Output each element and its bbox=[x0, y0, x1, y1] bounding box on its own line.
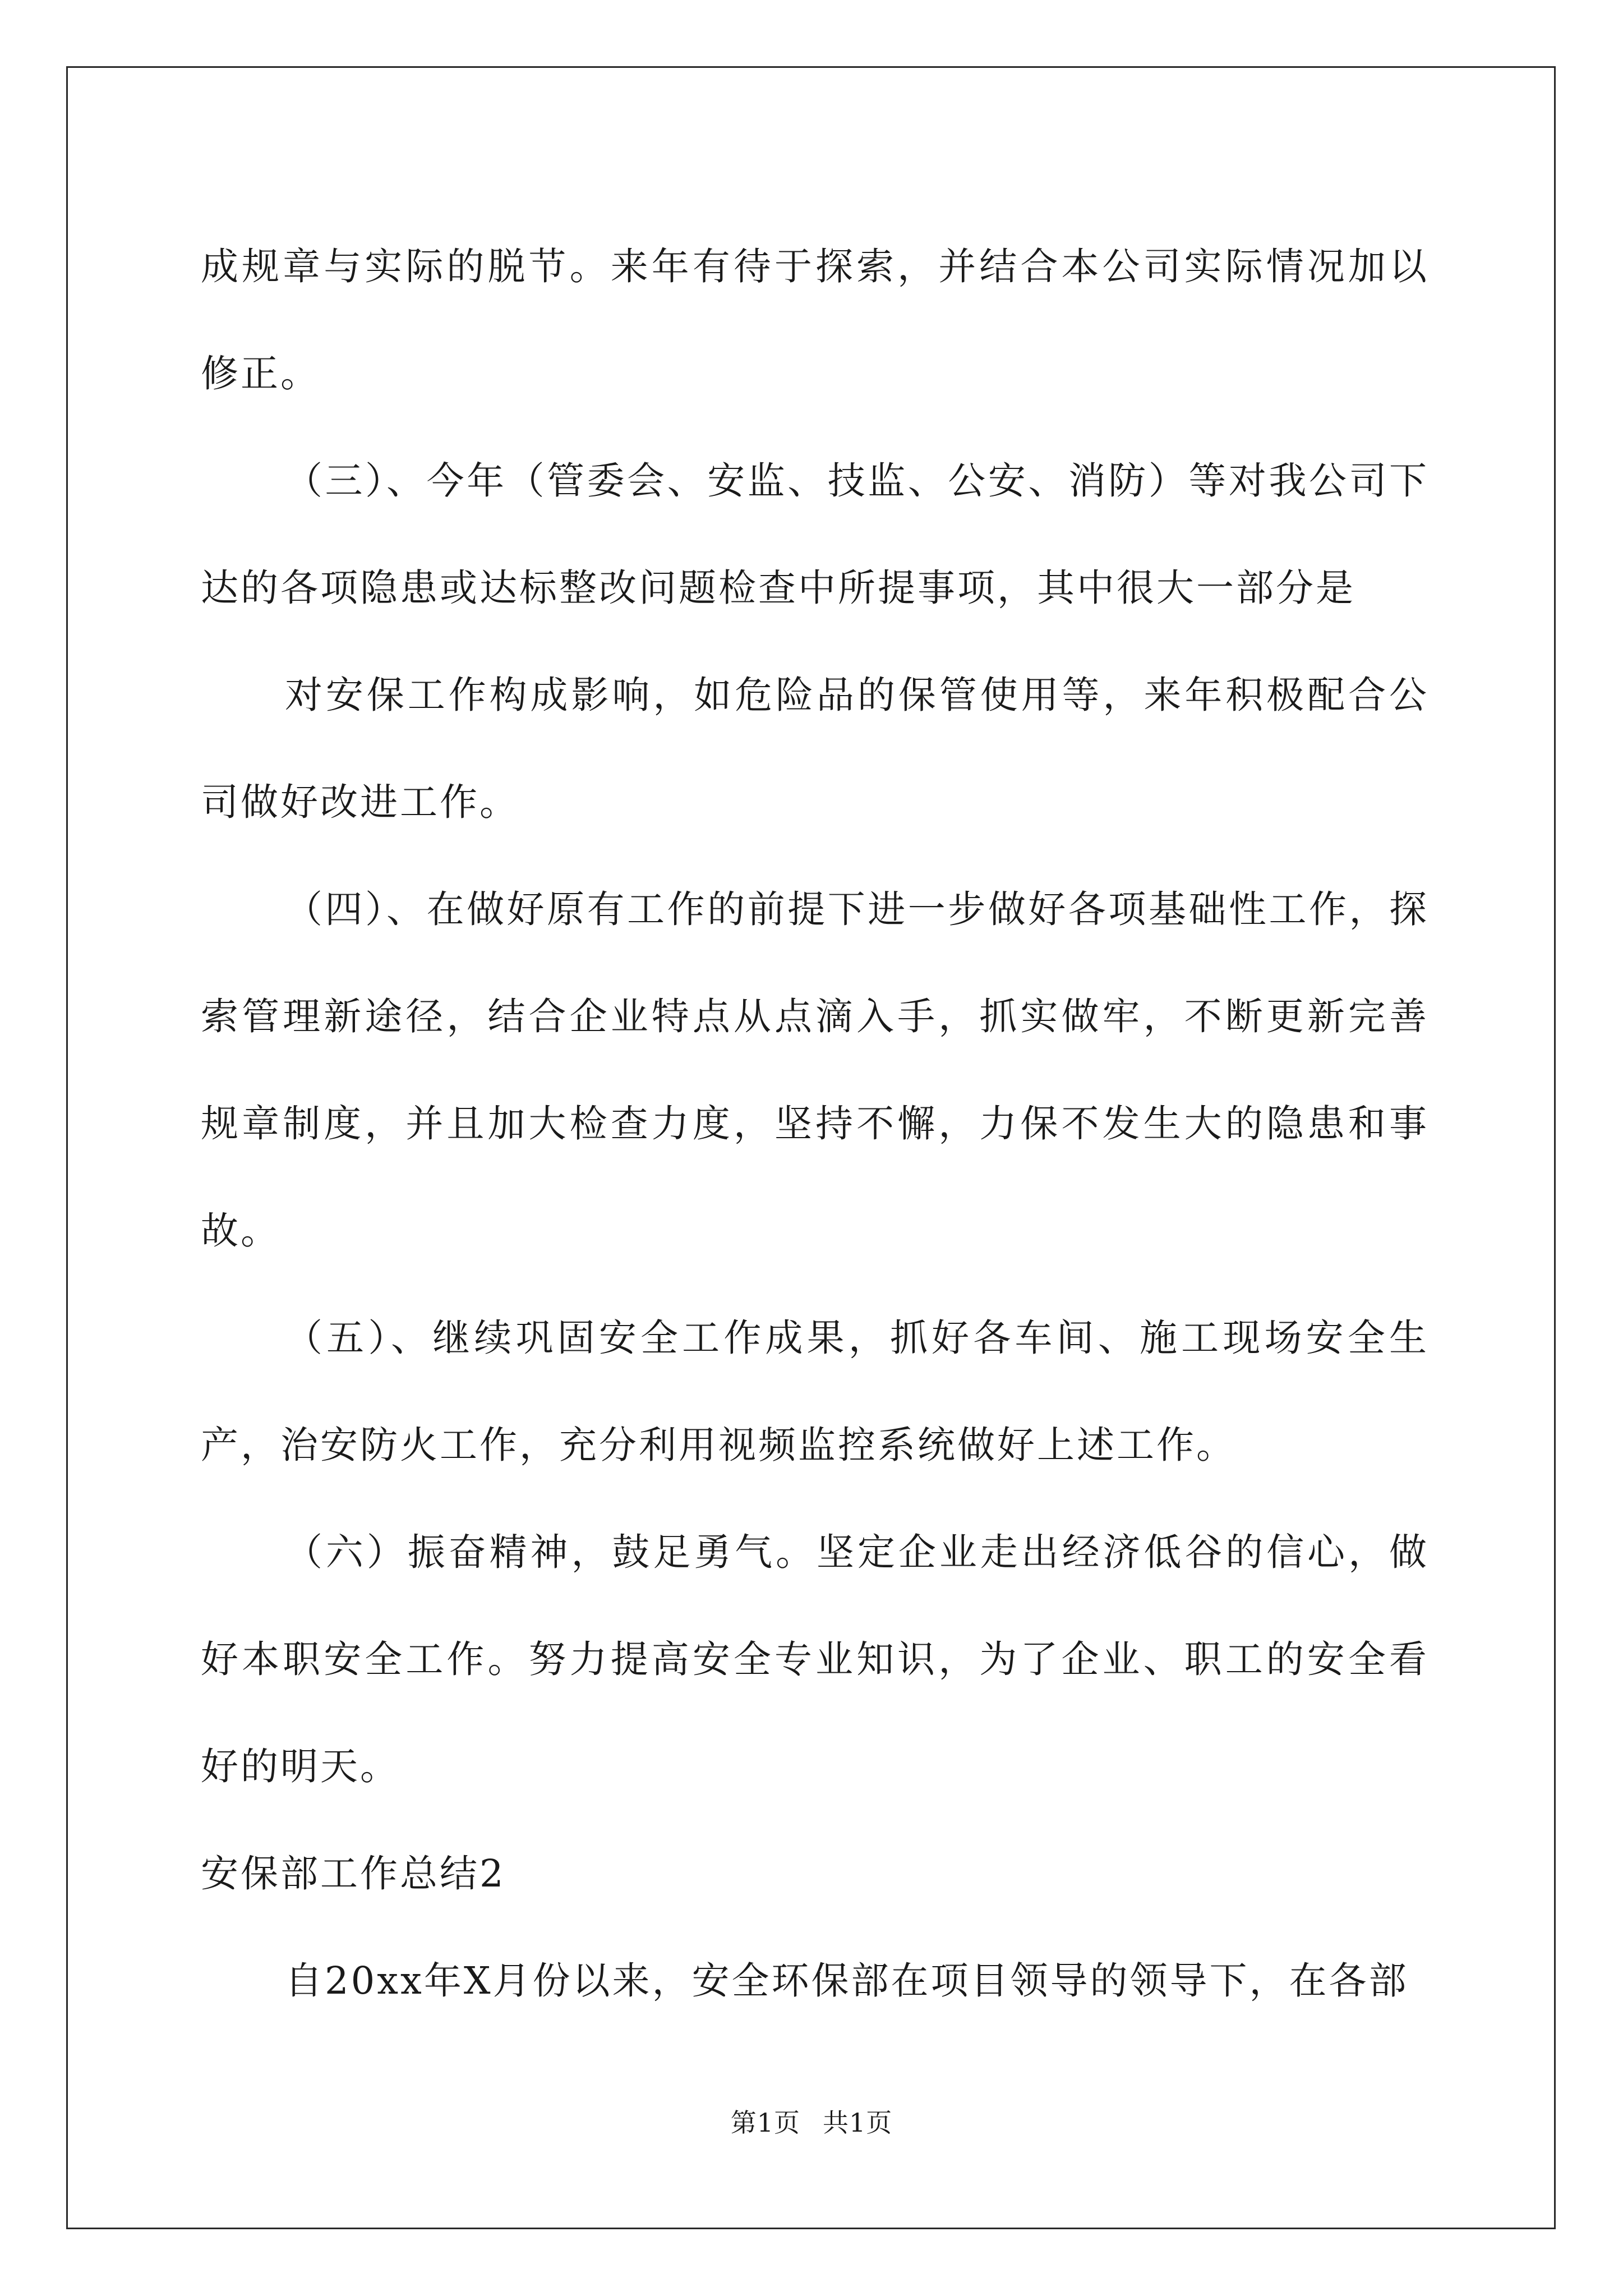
paragraph-3: 对安保工作构成影响，如危险品的保管使用等，来年积极配合公司做好改进工作。 bbox=[201, 673, 1429, 824]
page-footer bbox=[0, 2102, 1623, 2139]
paragraph-6: （六）振奋精神，鼓足勇气。坚定企业走出经济低谷的信心，做好本职安全工作。努力提高安全专业知识，为了企业、职工的安全看好的明天。 bbox=[201, 1530, 1429, 1788]
paragraph-2: （三）、今年（管委会、安监、技监、公安、消防）等对我公司下达的各项隐患或达标整改问题检查中所提事项，其中很大一部分是 bbox=[201, 459, 1429, 610]
paragraph-4: （四）、在做好原有工作的前提下进一步做好各项基础性工作，探索管理新途径，结合企业特点从点滴入手，抓实做牢，不断更新完善规章制度，并且加大检查力度，坚持不懈，力保不发生大的隐患和事故。 bbox=[201, 887, 1429, 1253]
page-total: 共1页 bbox=[823, 2108, 893, 2138]
section-heading: 安保部工作总结2 bbox=[201, 1852, 506, 1895]
document-body bbox=[201, 213, 1429, 2035]
page-number: 第1页 bbox=[730, 2108, 800, 2138]
paragraph-7: 自20xx年X月份以来，安全环保部在项目领导的领导下，在各部 bbox=[285, 1959, 1409, 2003]
paragraph-1: 成规章与实际的脱节。来年有待于探索，并结合本公司实际情况加以修正。 bbox=[201, 245, 1429, 395]
paragraph-5: （五）、继续巩固安全工作成果，抓好各车间、施工现场安全生产，治安防火工作，充分利用视频监控系统做好上述工作。 bbox=[201, 1316, 1429, 1467]
